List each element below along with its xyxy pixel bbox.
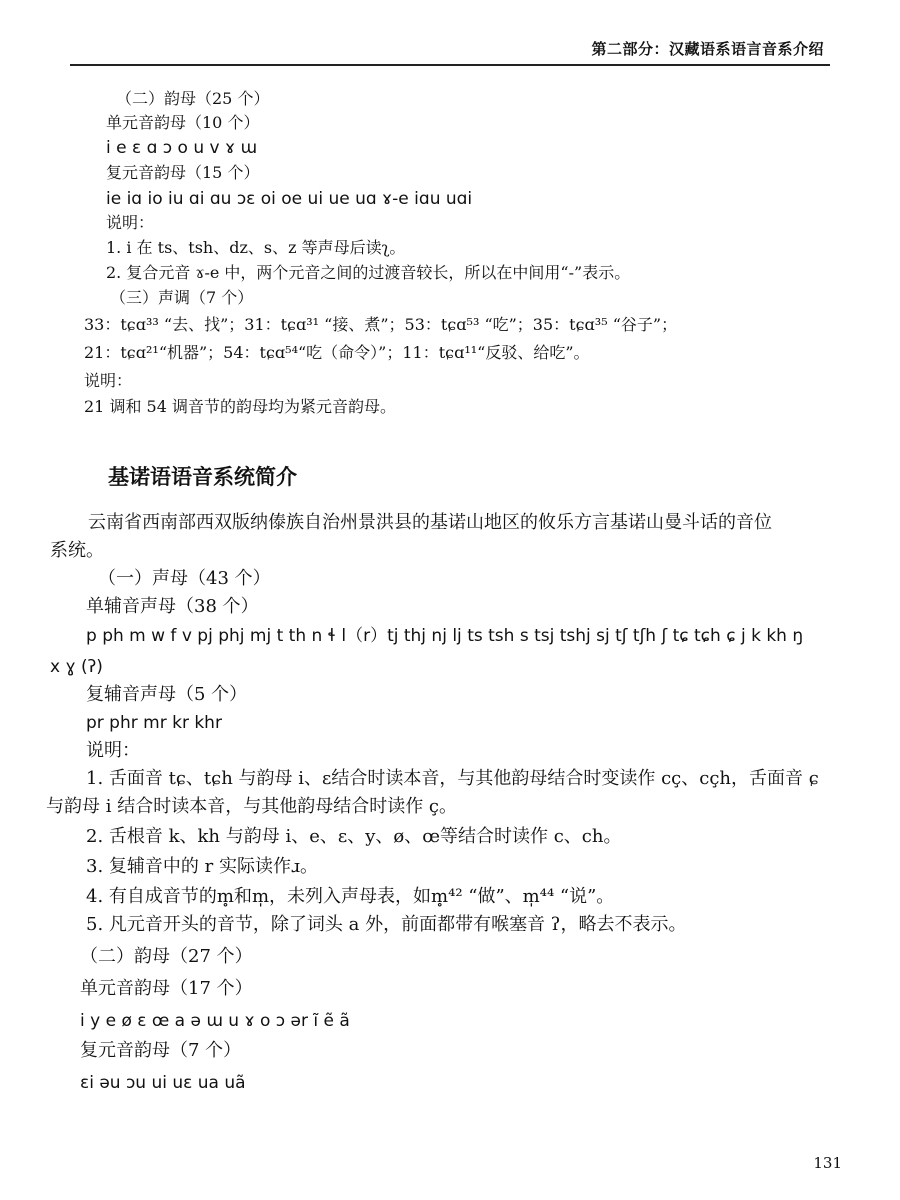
note-2-3: 3. 复辅音中的 r 实际读作ɹ。: [86, 856, 318, 877]
header-title: 第二部分：汉藏语系语言音系介绍: [591, 40, 824, 58]
single-consonant-list-2: x ɣ (ʔ): [50, 657, 103, 677]
mono-vowel-list: i e ɛ ɑ ɔ o u v ɤ ɯ: [106, 138, 258, 158]
notes-label-2: 说明：: [86, 740, 140, 761]
tones-notes-label: 说明：: [84, 371, 133, 390]
finals-heading-2: （二）韵母（27 个）: [80, 946, 253, 967]
intro-line-1: 云南省西南部西双版纳傣族自治州景洪县的基诺山地区的攸乐方言基诺山曼斗话的音位: [88, 512, 772, 533]
compound-vowel-heading: 复元音韵母（15 个）: [106, 163, 260, 182]
note-2-5: 5. 凡元音开头的音节，除了词头 a 外，前面都带有喉塞音 ʔ，略去不表示。: [86, 914, 687, 935]
cluster-heading: 复辅音声母（5 个）: [86, 684, 248, 705]
note-2-4: 4. 有自成音节的m̥和m̩，未列入声母表，如m̥⁴² “做”、m̩⁴⁴ “说”。: [86, 886, 615, 907]
tones-note: 21 调和 54 调音节的韵母均为紧元音韵母。: [84, 397, 396, 416]
running-header: [70, 30, 830, 66]
notes-label: 说明：: [106, 213, 155, 232]
note-2-2: 2. 舌根音 k、kh 与韵母 i、e、ɛ、y、ø、œ等结合时读作 c、ch。: [86, 826, 622, 847]
compound-vowel-list-2: ɛi əu ɔu ui uɛ ua uã: [80, 1073, 246, 1093]
note-2: 2. 复合元音 ɤ-e 中，两个元音之间的过渡音较长，所以在中间用“-”表示。: [106, 263, 631, 282]
tones-line-2: 21：tɕɑ²¹“机器”；54：tɕɑ⁵⁴“吃（命令）”；11：tɕɑ¹¹“反驳、给吃”。: [84, 343, 590, 362]
tones-heading: （三）声调（7 个）: [110, 288, 254, 307]
single-consonant-list-1: p ph m w f v pj phj mj t th n ɬ l（r）tj thj nj lj ts tsh s tsj tshj sj tʃ tʃh ʃ tɕ tɕh ɕ j k kh ŋ: [86, 626, 804, 646]
single-consonant-heading: 单辅音声母（38 个）: [86, 596, 259, 617]
note-2-1b: 与韵母 i 结合时读本音，与其他韵母结合时读作 ç。: [46, 796, 458, 817]
initials-heading: （一）声母（43 个）: [98, 568, 271, 589]
note-2-1a: 1. 舌面音 tɕ、tɕh 与韵母 i、ɛ结合时读本音，与其他韵母结合时变读作 cç、cçh，舌面音 ɕ: [86, 768, 819, 789]
note-1: 1. i 在 ts、tsh、dz、s、z 等声母后读ʅ。: [106, 238, 406, 257]
compound-vowel-list: ie iɑ io iu ɑi ɑu ɔɛ oi oe ui ue uɑ ɤ-e iɑu uɑi: [106, 189, 473, 209]
page-number: 131: [813, 1154, 842, 1172]
intro-line-2: 系统。: [50, 540, 104, 561]
section-title: 基诺语语音系统简介: [108, 465, 297, 489]
finals-heading: （二）韵母（25 个）: [116, 89, 270, 108]
cluster-list: pr phr mr kr khr: [86, 713, 222, 733]
compound-vowel-heading-2: 复元音韵母（7 个）: [80, 1040, 242, 1061]
tones-line-1: 33：tɕɑ³³ “去、找”；31：tɕɑ³¹ “接、煮”；53：tɕɑ⁵³ “吃”；35：tɕɑ³⁵ “谷子”；: [84, 315, 678, 334]
mono-vowel-heading: 单元音韵母（10 个）: [106, 113, 260, 132]
mono-vowel-list-2: i y e ø ɛ œ a ə ɯ u ɤ o ɔ ər ĩ ẽ ã: [80, 1011, 350, 1031]
mono-vowel-heading-2: 单元音韵母（17 个）: [80, 978, 253, 999]
